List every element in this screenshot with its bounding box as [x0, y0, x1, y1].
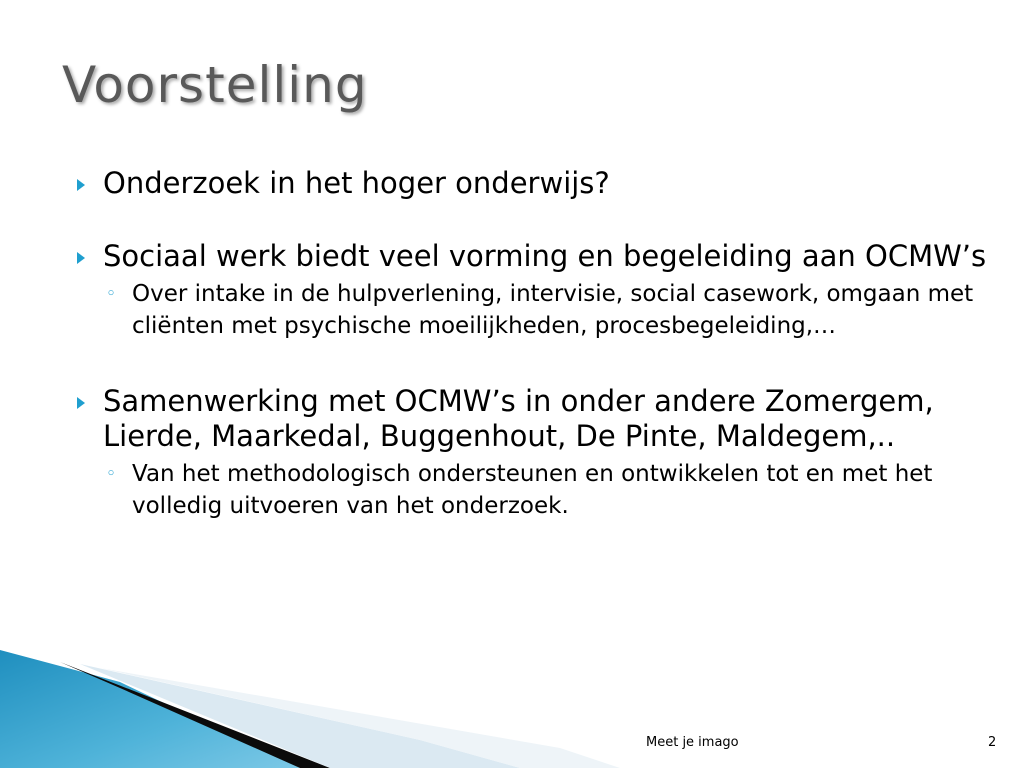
bullet-text: Sociaal werk biedt veel vorming en begeleiding aan OCMW’s [103, 239, 987, 273]
sub-bullet-text: Van het methodologisch ondersteunen en ontwikkelen tot en met het volledig uitvoeren van het onderzoek. [132, 461, 933, 519]
circle-bullet-icon: ◦ [106, 464, 117, 484]
sub-bullet-text: Over intake in de hulpverlening, intervisie, social casework, omgaan met cliënten met psychische moeilijkheden, procesbegeleiding,… [132, 281, 974, 339]
sub-bullet-item [70, 458, 990, 522]
triangle-bullet-icon [77, 397, 85, 409]
page-number: 2 [988, 735, 997, 750]
slide-title: Voorstelling [62, 56, 368, 114]
bullet-text: Onderzoek in het hoger onderwijs? [103, 166, 610, 200]
bullet-item [70, 239, 990, 274]
bullet-item [70, 166, 990, 201]
bullet-item [70, 384, 990, 454]
slide-content [70, 166, 990, 522]
sub-bullet-item [70, 278, 990, 342]
triangle-bullet-icon [77, 179, 85, 191]
bullet-text: Samenwerking met OCMW’s in onder andere Zomergem, Lierde, Maarkedal, Buggenhout, De Pinte, Maldegem,.. [103, 384, 934, 453]
circle-bullet-icon: ◦ [106, 284, 117, 304]
triangle-bullet-icon [77, 252, 85, 264]
footer-text: Meet je imago [646, 735, 739, 750]
